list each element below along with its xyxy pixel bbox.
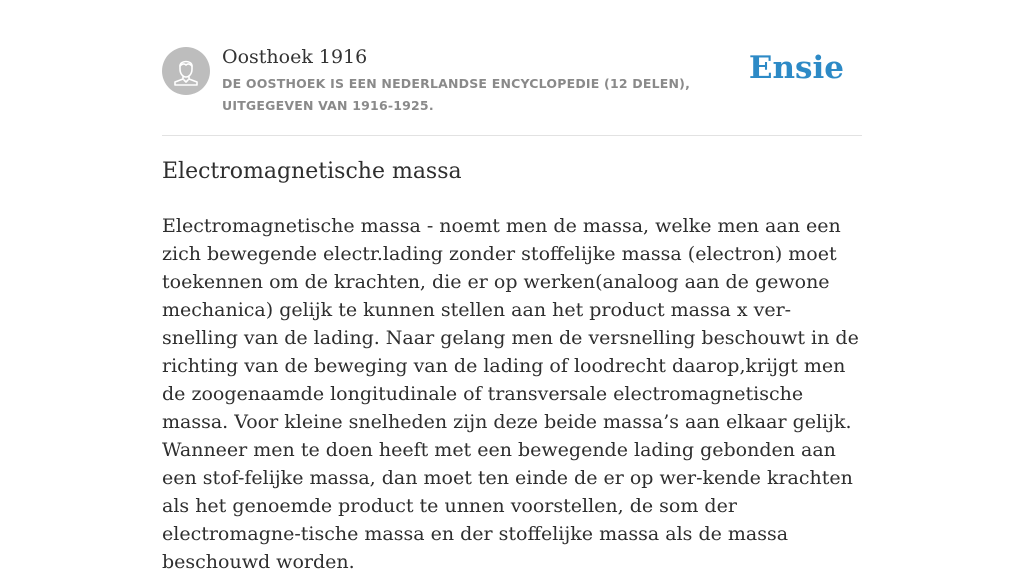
source-name[interactable]: Oosthoek 1916 <box>222 46 368 68</box>
source-header <box>162 0 862 136</box>
ensie-logo-link[interactable]: Ensie <box>748 50 844 86</box>
user-icon <box>162 47 210 95</box>
page-container <box>162 0 862 573</box>
source-avatar[interactable] <box>162 47 210 95</box>
article-body: Electromagnetische massa - noemt men de massa, welke men aan een zich bewegende electr.lading zonder stoffelijke massa (electron) moet toekennen om de krachten, die er op werken(analoog aan de gewone mechanica) gelijk te kunnen stellen aan het product massa x ver-snelling van de lading. Naar gelang men de versnelling beschouwt in de richting van de beweging van de lading of loodrecht daarop,krijgt men de zoogenaamde longitudinale of transversale electromagnetische massa. Voor kleine snelheden zijn deze beide massa’s aan elkaar gelijk. Wanneer men te doen heeft met een bewegende lading gebonden aan een stof-felijke massa, dan moet ten einde de er op wer-kende krachten als het genoemde product te unnen voorstellen, de som der electromagne-tische massa en der stoffelijke massa als de massa beschouwd worden. <box>162 215 859 573</box>
source-description: DE OOSTHOEK IS EEN NEDERLANDSE ENCYCLOPEDIE (12 DELEN), UITGEGEVEN VAN 1916-1925. <box>222 76 691 113</box>
article-title: Electromagnetische massa <box>162 159 462 184</box>
